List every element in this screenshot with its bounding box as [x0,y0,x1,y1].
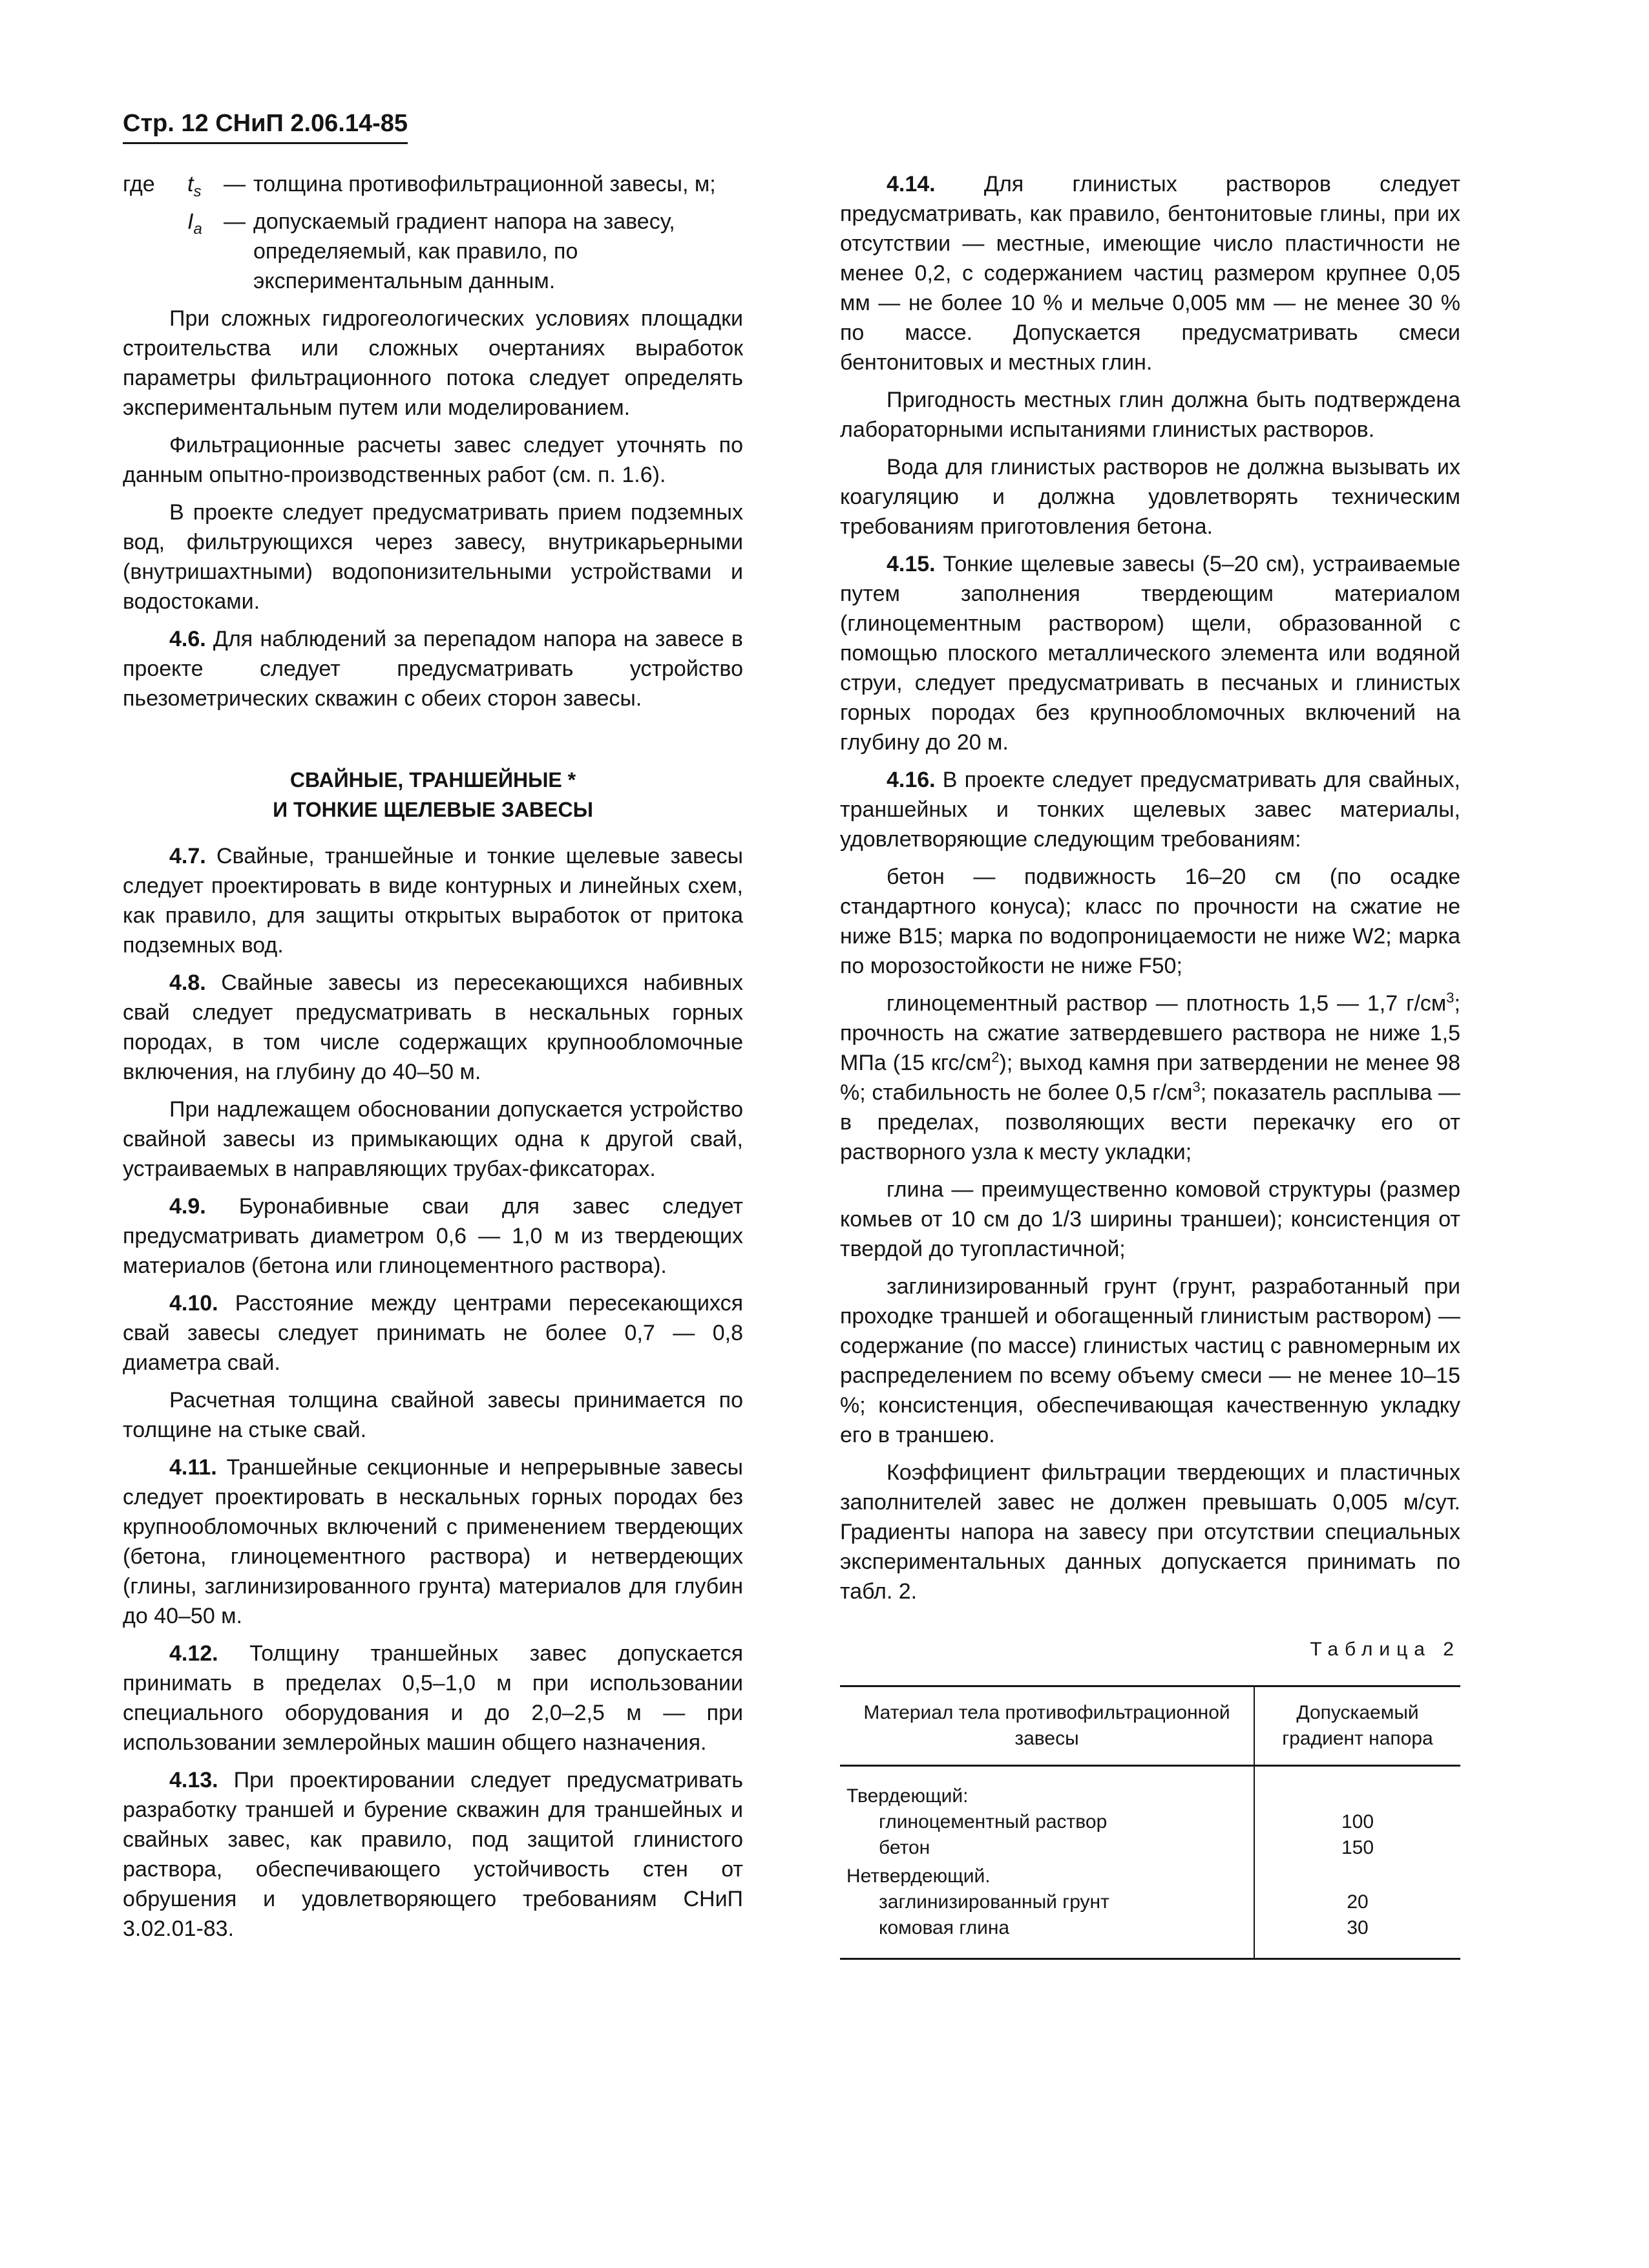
page-header: Стр. 12 СНиП 2.06.14-85 [123,109,408,144]
table-cell-material: глиноцементный раствор [840,1809,1254,1835]
def-dash: — [224,209,246,234]
definitions-block [123,169,743,296]
table-row [840,1835,1460,1861]
def-text-ts: толщина противофильтрационной завесы, м; [253,172,716,196]
def-empty [123,207,187,296]
def-symbol-ts: $t_s$ [187,172,202,200]
gradient-table [840,1685,1460,1960]
clause-4-11: 4.11. Траншейные секционные и непрерывные завесы следует проектировать в нескальных горных породах без крупнообломочных включений с применением твердеющих (бетона, глиноцементного раствора) и нетвердеющих (глины, заглинизированного грунта) материалов для глубин до 40–50 м. [123,1454,743,1628]
clause-4-10: 4.10. Расстояние между центрами пересекающихся свай завесы следует принимать не более 0,7 — 0,8 диаметра свай. [123,1290,743,1375]
table-cell-value: 150 [1341,1837,1374,1858]
table-group-label: Твердеющий: [840,1766,1254,1810]
table-header-row [840,1686,1460,1766]
def-where: где [123,172,155,196]
table-row [840,1915,1460,1959]
section-heading: СВАЙНЫЕ, ТРАНШЕЙНЫЕ * И ТОНКИЕ ЩЕЛЕВЫЕ ЗАВЕСЫ [273,768,593,821]
clause-4-12: 4.12. Толщину траншейных завес допускается принимать в пределах 0,5–1,0 м при использовании специального оборудования и до 2,0–2,5 м — при использовании землеройных машин общего назначения. [123,1641,743,1755]
right-column [840,169,1460,1960]
table-caption: Таблица 2 [1310,1639,1460,1660]
requirement-glina: глина — преимущественно комовой структуры (размер комьев от 10 см до 1/3 ширины траншеи); консистенция от твердой до тугопластичной; [840,1177,1460,1261]
requirement-zaglin: заглинизированный грунт (грунт, разработанный при проходке траншей и обогащенный глинистым раствором) — содержание (по массе) глинистых частиц с равномерным их распределением по всему объему смеси — не менее 10–15 %; консистенция, обеспечивающая качественную укладку его в траншею. [840,1274,1460,1447]
clause-4-14: 4.14. Для глинистых растворов следует предусматривать, как правило, бентонитовые глины, при их отсутствии — местные, имеющие число пластичности не менее 0,2, с содержанием частиц размером крупнее 0,05 мм — не более 10 % и мельче 0,005 мм — не менее 30 % по массе. Допускается предусматривать смеси бентонитовых и местных глин. [840,172,1460,375]
def-symbol-ia: $I_a$ [187,209,202,238]
table-cell-value: 30 [1254,1915,1460,1959]
paragraph: В проекте следует предусматривать прием подземных вод, фильтрующихся через завесу, внутрикарьерными (внутришахтными) водопонизительными устройствами и водостоками. [123,499,743,614]
table-row [840,1889,1460,1915]
table-header-material: Материал тела противофильтрационной завесы [840,1686,1254,1766]
def-dash: — [224,172,246,196]
clause-4-7: 4.7. Свайные, траншейные и тонкие щелевые завесы следует проектировать в виде контурных и линейных схем, как правило, для защиты открытых выработок от притока подземных вод. [123,843,743,958]
table-cell-material: комовая глина [840,1915,1254,1959]
requirement-glinocement: глиноцементный раствор — плотность 1,5 — 1,7 $г/см^3$; прочность на сжатие затвердевшего раствора не ниже 1,5 МПа (15 кгс/$см^2$); выход камня при затвердении не менее 98 %; стабильность не более 0,5 $г/см^3$; показатель расплыва — в пределах, позволяющих вести перекачку его от растворного узла к месту укладки; [840,989,1460,1164]
clause-4-16: 4.16. В проекте следует предусматривать для свайных, траншейных и тонких щелевых завес материалы, удовлетворяющие следующим требованиям: [840,768,1461,852]
paragraph: При сложных гидрогеологических условиях площадки строительства или сложных очертаниях выработок параметры фильтрационного потока следует определять экспериментальным путем или моделированием. [123,306,743,420]
clause-4-6: 4.6. Для наблюдений за перепадом напора на завесе в проекте следует предусматривать устройство пьезометрических скважин с обеих сторон завесы. [123,626,743,711]
table-cell-material: бетон [840,1835,1254,1861]
table-group-label: Нетвердеющий. [840,1861,1254,1889]
paragraph: Коэффициент фильтрации твердеющих и пластичных заполнителей завес не должен превышать 0,005 м/сут. Градиенты напора на завесу при отсутствии специальных экспериментальных данных допускается принимать по табл. 2. [840,1460,1460,1604]
clause-4-15: 4.15. Тонкие щелевые завесы (5–20 см), устраиваемые путем заполнения твердеющим материалом (глиноцементным раствором) щели, образованной с помощью плоского металлического элемента или водяной струи, следует предусматривать в песчаных и глинистых горных породах без крупнообломочных включений на глубину до 20 м. [840,552,1460,755]
table-cell-value: 20 [1347,1891,1369,1913]
clause-4-8: 4.8. Свайные завесы из пересекающихся набивных свай следует предусматривать в нескальных горных породах, в том числе содержащих крупнообломочные включения, на глубину до 40–50 м. [123,970,743,1084]
table-cell-material: заглинизированный грунт [840,1889,1254,1915]
def-text-ia: допускаемый градиент напора на завесу, определяемый, как правило, по экспериментальным данным. [253,209,675,293]
table-row [840,1766,1460,1810]
table-header-gradient: Допускаемый градиент напора [1254,1686,1460,1766]
clause-4-13: 4.13. При проектировании следует предусматривать разработку траншей и бурение скважин для траншейных и свайных завес, как правило, под защитой глинистого раствора, обеспечивающего устойчивость стен от обрушения и удовлетворяющего требованиям СНиП 3.02.01-83. [123,1767,744,1941]
paragraph: Фильтрационные расчеты завес следует уточнять по данным опытно-производственных работ (см. п. 1.6). [123,432,743,487]
paragraph: Пригодность местных глин должна быть подтверждена лабораторными испытаниями глинистых растворов. [840,388,1460,442]
table-row [840,1861,1460,1889]
requirement-beton: бетон — подвижность 16–20 см (по осадке стандартного конуса); класс по прочности на сжатие не ниже B15; марка по водопроницаемости не ниже W2; марка по морозостойкости не ниже F50; [840,865,1460,978]
paragraph: Вода для глинистых растворов не должна вызывать их коагуляцию и должна удовлетворять техническим требованиям приготовления бетона. [840,455,1460,539]
clause-4-9: 4.9. Буронабивные сваи для завес следует предусматривать диаметром 0,6 — 1,0 м из твердеющих материалов (бетона или глиноцементного раствора). [123,1193,743,1278]
table-cell-value: 100 [1341,1811,1374,1832]
paragraph: При надлежащем обосновании допускается устройство свайной завесы из примыкающих одна к другой свай, устраиваемых в направляющих трубах-фиксаторах. [123,1097,743,1181]
left-column [123,169,743,1951]
table-row [840,1809,1460,1835]
paragraph: Расчетная толщина свайной завесы принимается по толщине на стыке свай. [123,1387,743,1442]
